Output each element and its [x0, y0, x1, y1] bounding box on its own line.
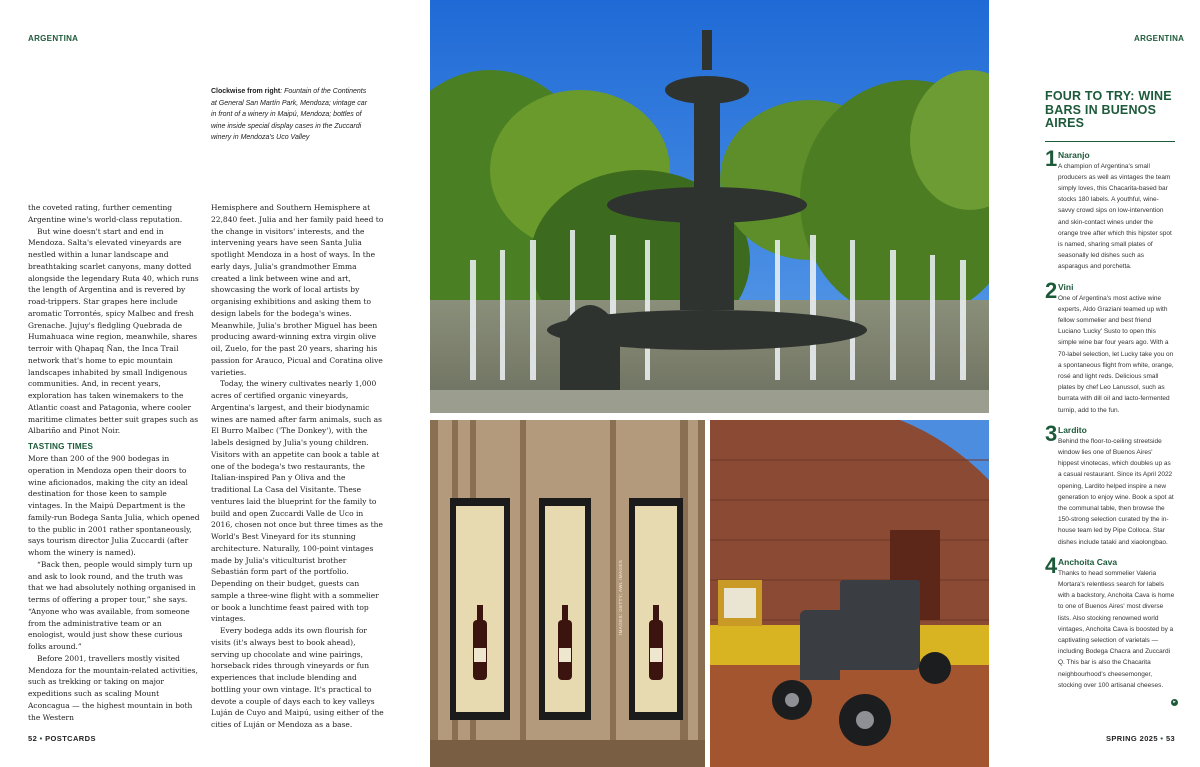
item-name: Naranjo: [1058, 149, 1090, 160]
photo-caption: [211, 86, 371, 144]
paragraph: Hemisphere and Southern Hemisphere at 22,840 feet. Julia and her family paid heed to the change in visitors' interests, and the intervening years have seen Santa Julia spotlight Mendoza in a host of ways. In the early days, Julia's grandmother Emma created a link between wine and art, showcasing the work of local artists by organising exhibitions and asking them to design labels for the bodega's wines. Meanwhile, Julia's brother Miguel has been producing award-winning extra virgin olive oil, Zuelo, for the past 20 years, sharing his passion for Arauco, Picual and Coratina olive varieties.: [211, 203, 384, 377]
item-text: Behind the floor-to-ceiling streetside window lies one of Buenos Aires' hippest vinotecas, which doubles up as a casual restaurant. Since its April 2022 opening, Lardito helped inspire a new generation to enjoy wine. Book a spot at the communal table, then browse the 150-strong selection curated by the in-house team led by Pipe Colloca. Star dishes include tataki and xiaolongbao.: [1058, 437, 1174, 546]
item-name: Lardito: [1058, 424, 1087, 435]
section-tag-left: ARGENTINA: [28, 34, 79, 43]
caption-lead: Clockwise from right: [211, 88, 281, 95]
item-text: Thanks to head sommelier Valeria Mortara's relentless search for labels with a backstory, Anchoita Cava is home to one of Buenos Aires' most diverse lists. Also stocking renowned world vintages, Anchoita Cava is boosted by a captivating selection of varietals — including Bodega Chacra and Zuccardi Q. This bar is also the Chacarita neighbourhood's cheesemonger, stocking over 100 artisanal cheeses.: [1058, 569, 1175, 689]
photo-credit: IMAGES: GETTY; AWL IMAGES: [618, 559, 623, 635]
list-item: [1045, 145, 1175, 273]
wine-bars-sidebar: [1045, 90, 1175, 699]
wine-display-photo: [430, 420, 705, 767]
folio-right: [1106, 734, 1175, 743]
paragraph: More than 200 of the 900 bodegas in operation in Mendoza open their doors to wine aficionados, making the city an ideal destination for those keen to sample vintages. In the Maipú Department is the family-run Bodega Santa Julia, which opened to the public in 2001 rather spontaneously, says tourism director Julia Zuccardi (after whom the winery is named).: [28, 454, 200, 557]
caption-text: : Fountain of the Continents at General San Martín Park, Mendoza; vintage car in front of a winery in Maipú, Mendoza; bottles of wine inside special display cases in the Zuccardi winery in Mendoza's Uco Valley: [211, 88, 368, 142]
folio-separator: •: [39, 734, 43, 743]
article-column-1: [28, 202, 200, 723]
item-text: A champion of Argentina's small producers as well as vintages the team simply loves, this Chacarita-based bar stocks 180 labels. A youthful, wine-savvy crowd sips on low-intervention and skin-contact wines under the orange tree after which this hipster spot is named, sharing small plates of seasonally led dishes such as asparagus and porchetta.: [1058, 162, 1172, 271]
paragraph: Today, the winery cultivates nearly 1,000 acres of certified organic vineyards, Argentina's largest, and their biodynamic wines are named after farm animals, such as El Burro Malbec ('The Donkey'), with the labels designed by Julia's young children. Visitors with an appetite can book a table at one of the bodega's two restaurants, the Italian-inspired Pan y Oliva and the traditional La Casa del Visitante. These ventures laid the blueprint for the family to build and open Zuccardi Valle de Uco in 2016, chosen not once but three times as the World's Best Vineyard for its stunning architecture. Naturally, 100-point vintages made by Julia's viticulturist brother Sebastián form part of the portfolio. Depending on their budget, guests can sample a three-wine flight with a sommelier or book a lunchtime feast paired with top vintages.: [211, 379, 383, 624]
sidebar-title: FOUR TO TRY: WINE BARS IN BUENOS AIRES: [1045, 89, 1172, 130]
list-item: [1045, 420, 1175, 548]
section-tag-right: ARGENTINA: [1134, 34, 1185, 43]
item-number: 3: [1045, 420, 1058, 446]
paragraph: “Back then, people would simply turn up and ask to look round, and the truth was that we had absolutely nothing organised in terms of offering a proper tour,” she says. “Anyone who was available, from someone from the administrative team or an enologist, would just show these curious folks around.”: [28, 559, 196, 651]
page-number: 53: [1165, 734, 1176, 743]
fountain-photo: [430, 0, 989, 413]
continue-arrow-icon: ▸: [1171, 699, 1178, 706]
article-column-2: [211, 202, 385, 731]
item-name: Vini: [1058, 281, 1074, 292]
item-number: 2: [1045, 277, 1058, 303]
item-name: Anchoita Cava: [1058, 556, 1118, 567]
item-number: 1: [1045, 145, 1058, 171]
page-number: 52: [28, 734, 38, 743]
paragraph: the coveted rating, further cementing Argentine wine's world-class reputation.: [28, 203, 183, 224]
vintage-car-photo: [710, 420, 989, 767]
folio-left: [28, 734, 96, 743]
paragraph: Before 2001, travellers mostly visited Mendoza for the mountain-related activities, such as trekking or taking on major expeditions such as scaling Mount Aconcagua — the highest mountain in both the Western: [28, 653, 198, 722]
folio-separator: •: [1160, 734, 1164, 743]
magazine-name: POSTCARDS: [45, 734, 96, 743]
paragraph: But wine doesn't start and end in Mendoza. Salta's elevated vineyards are nestled within a lunar landscape and breathtaking scarlet canyons, many dotted alongside the legendary Ruta 40, which runs the length of Argentina and is revered by road-trippers. Star grapes here include aromatic Torrontés, spicy Malbec and fresh Grenache. Jujuy's fledgling Quebrada de Humahuaca wine region, meanwhile, shares terroir with Qhapaq Ñan, the Inca Trail network that's home to epic mountain landscapes inhabited by small Indigenous communities. And, in recent years, exploration has taken winemakers to the Atlantic coast and Patagonia, where cooler maritime climates better suit grapes such as Albariño and Pinot Noir.: [28, 226, 199, 436]
sidebar-rule: [1045, 141, 1175, 142]
item-text: One of Argentina's most active wine experts, Aldo Graziani teamed up with fellow sommelier and best friend Luciano 'Lucky' Susto to open this simple wine bar four years ago. With a 70-label selection, let Lucky take you on a spontaneous flight from white, orange, rosé and light reds. Delicious small plates by chef Leo Lanussol, such as burrata with dill oil and lacto-fermented turnip, add to the fun.: [1058, 294, 1174, 414]
paragraph: Every bodega adds its own flourish for visits (it's always best to book ahead), serving up chocolate and wine pairings, horseback rides through vineyards or fun experiences that include blending and bottling your own vintage. It's practical to devote a couple of days each to key valleys Luján de Cuyo and Maipú, using either of the cities of Luján or Mendoza as a base.: [211, 626, 384, 729]
item-number: 4: [1045, 552, 1058, 578]
list-item: [1045, 552, 1175, 691]
subhead: TASTING TIMES: [28, 442, 94, 451]
issue-name: SPRING 2025: [1106, 734, 1158, 743]
list-item: [1045, 277, 1175, 416]
